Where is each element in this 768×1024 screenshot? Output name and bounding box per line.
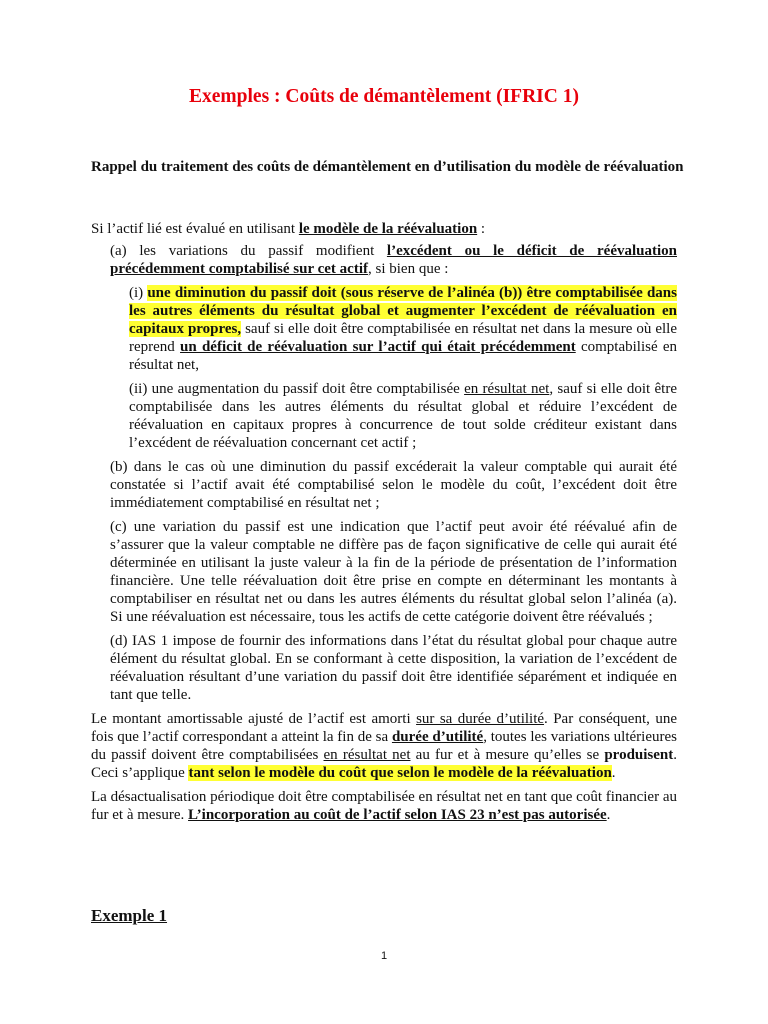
document-body bbox=[91, 242, 677, 830]
example-heading: Exemple 1 bbox=[91, 906, 168, 925]
paragraph-amortissement bbox=[91, 710, 677, 782]
paragraph-ii bbox=[129, 380, 677, 452]
paragraph-a-text-end: , si bien que : bbox=[367, 261, 449, 277]
paragraph-i-highlight: une diminution du passif doit (sous réserve de l’alinéa (b)) être comptabilisée dans les autres éléments du résultat global et augmenter l’excédent de réévaluation en capitaux propres, bbox=[129, 285, 677, 337]
intro-text: Si l’actif lié est évalué en utilisant bbox=[91, 221, 299, 237]
p1-text-2: . Par conséquent, une fois que l’actif correspondant a atteint la fin de sa bbox=[91, 711, 677, 745]
paragraph-desactualisation bbox=[91, 788, 677, 824]
document-title: Exemples : Coûts de démantèlement (IFRIC 1) bbox=[189, 86, 579, 107]
p2-text-end: . bbox=[606, 807, 611, 823]
section-heading: Rappel du traitement des coûts de démantèlement en d’utilisation du modèle de réévaluation bbox=[91, 159, 684, 175]
paragraph-i bbox=[129, 284, 677, 374]
p2-text: La désactualisation périodique doit être comptabilisée en résultat net en tant que coût financier au fur et à mesure. bbox=[91, 789, 677, 823]
page-number: 1 bbox=[380, 950, 388, 962]
p1-underline-1: sur sa durée d’utilité bbox=[416, 711, 545, 727]
p1-text-5: . Ceci s’applique bbox=[91, 747, 678, 781]
paragraph-ii-underline: en résultat net bbox=[464, 381, 550, 397]
intro-paragraph bbox=[91, 220, 485, 238]
p1-text-4: au fur et à mesure qu’elles se bbox=[410, 747, 605, 763]
paragraph-ii-text-end: , sauf si elle doit être comptabilisée dans les autres éléments du résultat global et réduire l’excédent de réévaluation en capitaux propres à concurrence de tout solde créditeur existant dans l’excédent de réévaluation concernant cet actif ; bbox=[129, 381, 677, 451]
paragraph-i-emphasis: un déficit de réévaluation sur l’actif qui était précédemment bbox=[180, 339, 576, 355]
p1-text-1: Le montant amortissable ajusté de l’actif est amorti bbox=[91, 711, 417, 727]
paragraph-c: (c) une variation du passif est une indication que l’actif peut avoir été réévalué afin de s’assurer que la valeur comptable ne diffère pas de façon significative de celle qui aurait été déterminée en utilisant la juste valeur à la fin de la période de présentation de l’information financière. Une telle réévaluation doit être prise en compte en déterminant les montants à comptabiliser en résultat net ou dans les autres éléments du résultat global selon l’alinéa (a). Si une réévaluation est nécessaire, tous les actifs de cette catégorie doivent être réévalués ; bbox=[110, 519, 677, 625]
p1-highlight: tant selon le modèle du coût que selon le modèle de la réévaluation bbox=[188, 765, 612, 781]
intro-emphasis: le modèle de la réévaluation bbox=[298, 221, 478, 237]
paragraph-i-text: sauf si elle doit être comptabilisée en résultat net dans la mesure où elle reprend bbox=[129, 321, 677, 355]
paragraph-a-emphasis: l’excédent ou le déficit de réévaluation précédemment comptabilisé sur cet actif bbox=[110, 243, 677, 277]
paragraph-a-text: (a) les variations du passif modifient bbox=[110, 243, 387, 259]
p1-bold: produisent bbox=[604, 747, 674, 763]
p1-underline-2: en résultat net bbox=[323, 747, 411, 763]
paragraph-b: (b) dans le cas où une diminution du passif excéderait la valeur comptable qui aurait été constatée si l’actif avait été comptabilisé selon le modèle du coût, l’excédent doit être immédiatement comptabilisé en résultat net ; bbox=[110, 459, 677, 511]
p1-text-3: , toutes les variations ultérieures du passif doivent être comptabilisées bbox=[91, 729, 677, 763]
intro-text-end: : bbox=[477, 221, 486, 237]
p2-emphasis: L’incorporation au coût de l’actif selon IAS 23 n’est pas autorisée bbox=[188, 807, 607, 823]
p1-emphasis-1: durée d’utilité bbox=[391, 729, 484, 745]
paragraph-a bbox=[110, 242, 677, 278]
paragraph-i-text-end: comptabilisé en résultat net, bbox=[129, 339, 678, 373]
paragraph-i-label: (i) bbox=[129, 285, 148, 301]
p1-text-end: . bbox=[611, 765, 616, 781]
paragraph-ii-text: (ii) une augmentation du passif doit être comptabilisée bbox=[129, 381, 465, 397]
paragraph-d: (d) IAS 1 impose de fournir des informations dans l’état du résultat global pour chaque autre élément du résultat global. En se conformant à cette disposition, la variation de l’excédent de réévaluation résultant d’une variation du passif doit être identifiée séparément et indiquée en tant que telle. bbox=[110, 633, 677, 703]
